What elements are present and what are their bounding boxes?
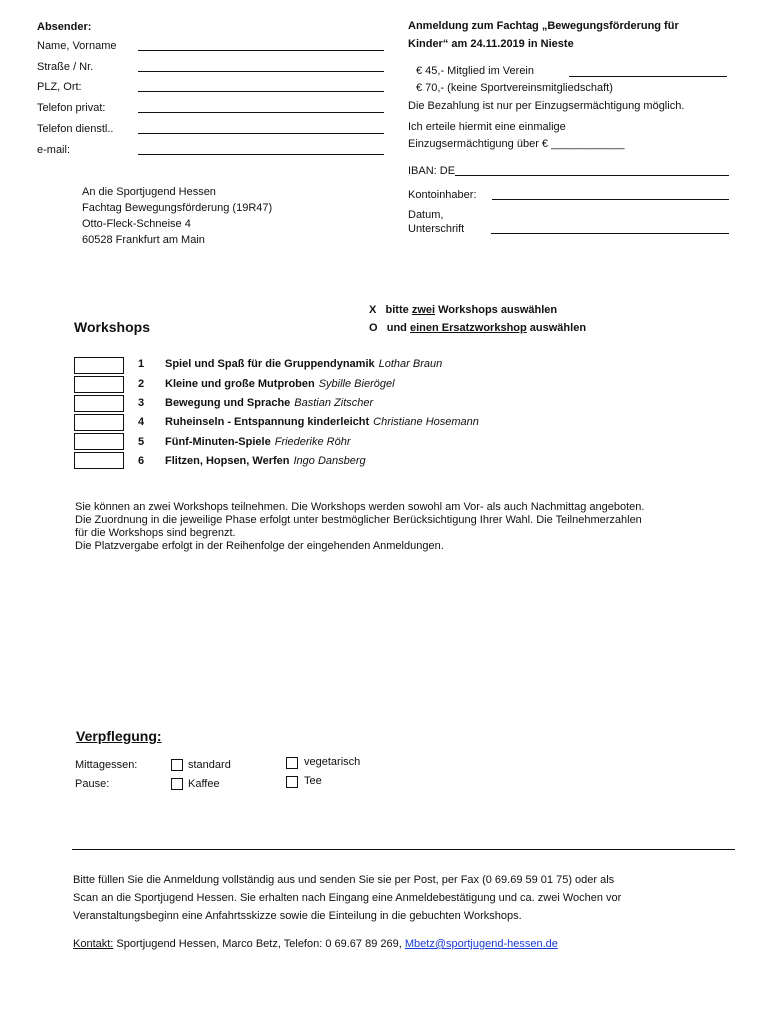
footer-divider (72, 849, 735, 850)
workshop-2-title (165, 378, 395, 390)
sender-email-field[interactable] (138, 154, 384, 155)
price-member-field[interactable] (569, 76, 727, 77)
payment-note: Die Bezahlung ist nur per Einzugsermächtigung möglich. (408, 100, 685, 112)
workshop-title: Ruheinseln - Entspannung kinderleicht (165, 416, 370, 428)
account-holder-field[interactable] (492, 199, 729, 200)
recipient-line: Fachtag Bewegungsförderung (19R47) (82, 202, 273, 214)
recipient-line: 60528 Frankfurt am Main (82, 234, 205, 246)
instruction-choose-two (369, 304, 557, 316)
sender-label-street: Straße / Nr. (37, 61, 94, 73)
workshop-title: Fünf-Minuten-Spiele (165, 436, 271, 448)
iban-label: IBAN: DE (408, 165, 456, 177)
workshop-6-checkbox[interactable] (74, 452, 124, 469)
instruction-x-emph: zwei (411, 304, 436, 316)
workshop-4-number: 4 (138, 416, 145, 428)
account-holder-label: Kontoinhaber: (408, 189, 477, 201)
price-member-label: € 45,- Mitglied im Verein (416, 65, 534, 77)
info-line: Die Zuordnung in die jeweilige Phase erfolgt unter bestmöglicher Berücksichtigung Ihrer Wahl. Die Teilnehmerzahlen (75, 514, 642, 526)
break-coffee-checkbox[interactable] (171, 778, 183, 790)
sender-name-field[interactable] (138, 50, 384, 51)
workshop-leader: Lothar Braun (378, 358, 443, 370)
date-label-line1: Datum, (408, 209, 444, 221)
date-signature-field[interactable] (491, 233, 729, 234)
contact-text: Sportjugend Hessen, Marco Betz, Telefon: 0 69.67 89 269, (116, 938, 402, 950)
workshop-3-checkbox[interactable] (74, 395, 124, 412)
workshop-1-checkbox[interactable] (74, 357, 124, 374)
info-line: Sie können an zwei Workshops teilnehmen. Die Workshops werden sowohl am Vor- als auch Nachmittag angeboten. (75, 501, 645, 513)
instruction-x-mark: X (369, 304, 377, 316)
workshop-6-number: 6 (138, 455, 145, 467)
workshop-3-title (165, 397, 373, 409)
workshop-3-number: 3 (138, 397, 145, 409)
lunch-standard-checkbox[interactable] (171, 759, 183, 771)
lunch-label: Mittagessen: (75, 759, 138, 771)
sender-label-city: PLZ, Ort: (37, 81, 82, 93)
sender-street-field[interactable] (138, 71, 384, 72)
workshop-leader: Bastian Zitscher (294, 397, 374, 409)
workshop-1-title (165, 358, 442, 370)
recipient-line: An die Sportjugend Hessen (82, 186, 216, 198)
instruction-x-post: Workshops auswählen (438, 304, 558, 316)
workshop-leader: Friederike Röhr (274, 436, 351, 448)
authorization-line1: Ich erteile hiermit eine einmalige (408, 121, 566, 133)
workshop-title: Kleine und große Mutproben (165, 378, 315, 390)
workshop-info-paragraph (75, 501, 644, 553)
recipient-address (82, 184, 272, 248)
sender-heading: Absender: (37, 21, 92, 33)
workshop-title: Spiel und Spaß für die Gruppendynamik (165, 358, 375, 370)
sender-label-phone-private: Telefon privat: (37, 102, 106, 114)
instruction-o-post: auswählen (529, 322, 587, 334)
date-label-line2: Unterschrift (408, 223, 465, 235)
recipient-line: Otto-Fleck-Schneise 4 (82, 218, 191, 230)
workshop-leader: Sybille Bierögel (318, 378, 395, 390)
workshop-4-checkbox[interactable] (74, 414, 124, 431)
break-tea-label: Tee (304, 775, 322, 787)
workshop-4-title (165, 416, 479, 428)
footer-line: Scan an die Sportjugend Hessen. Sie erhalten nach Eingang eine Anmeldebestätigung und ca. zwei Wochen vor (73, 892, 622, 904)
workshop-6-title (165, 455, 366, 467)
workshop-2-checkbox[interactable] (74, 376, 124, 393)
workshop-1-number: 1 (138, 358, 145, 370)
instruction-x-pre: bitte (385, 304, 409, 316)
registration-title-line1: Anmeldung zum Fachtag „Bewegungsförderung für (408, 20, 679, 32)
catering-heading: Verpflegung: (76, 728, 162, 744)
footer-line: Veranstaltungsbeginn eine Anfahrtsskizze sowie die Einteilung in die gebuchten Workshops. (73, 910, 522, 922)
contact-email-link[interactable]: Mbetz@sportjugend-hessen.de (404, 938, 558, 950)
registration-title-line2: Kinder“ am 24.11.2019 in Nieste (408, 38, 574, 50)
footer-line: Bitte füllen Sie die Anmeldung vollständig aus und senden Sie sie per Post, per Fax (0 69.69 59 01 75) oder als (73, 874, 615, 886)
lunch-vegetarian-checkbox[interactable] (286, 757, 298, 769)
footer-instructions (73, 871, 621, 925)
workshop-2-number: 2 (138, 378, 145, 390)
instruction-choose-backup (369, 322, 586, 334)
break-coffee-label: Kaffee (188, 778, 220, 790)
instruction-o-pre: und (386, 322, 407, 334)
sender-phone-work-field[interactable] (138, 133, 384, 134)
info-line: für die Workshops sind begrenzt. (75, 527, 236, 539)
workshop-5-title (165, 436, 351, 448)
sender-label-phone-work: Telefon dienstl.. (37, 123, 114, 135)
sender-label-name: Name, Vorname (37, 40, 117, 52)
authorization-line2: Einzugsermächtigung über € ____________ (408, 138, 625, 150)
sender-phone-private-field[interactable] (138, 112, 384, 113)
contact-label: Kontakt: (73, 938, 114, 950)
sender-label-email: e-mail: (37, 144, 71, 156)
workshop-5-number: 5 (138, 436, 145, 448)
workshop-title: Bewegung und Sprache (165, 397, 291, 409)
info-line: Die Platzvergabe erfolgt in der Reihenfolge der eingehenden Anmeldungen. (75, 540, 444, 552)
break-label: Pause: (75, 778, 110, 790)
instruction-o-emph: einen Ersatzworkshop (409, 322, 527, 334)
workshop-leader: Christiane Hosemann (373, 416, 479, 428)
workshop-title: Flitzen, Hopsen, Werfen (165, 455, 290, 467)
lunch-vegetarian-label: vegetarisch (304, 756, 361, 768)
iban-field[interactable] (455, 175, 729, 176)
instruction-o-mark: O (369, 322, 378, 334)
sender-city-field[interactable] (138, 91, 384, 92)
workshops-heading: Workshops (74, 319, 150, 335)
contact-line (73, 938, 558, 950)
workshop-5-checkbox[interactable] (74, 433, 124, 450)
lunch-standard-label: standard (188, 759, 231, 771)
price-nonmember-label: € 70,- (keine Sportvereinsmitgliedschaft) (416, 82, 613, 94)
break-tea-checkbox[interactable] (286, 776, 298, 788)
workshop-leader: Ingo Dansberg (293, 455, 366, 467)
